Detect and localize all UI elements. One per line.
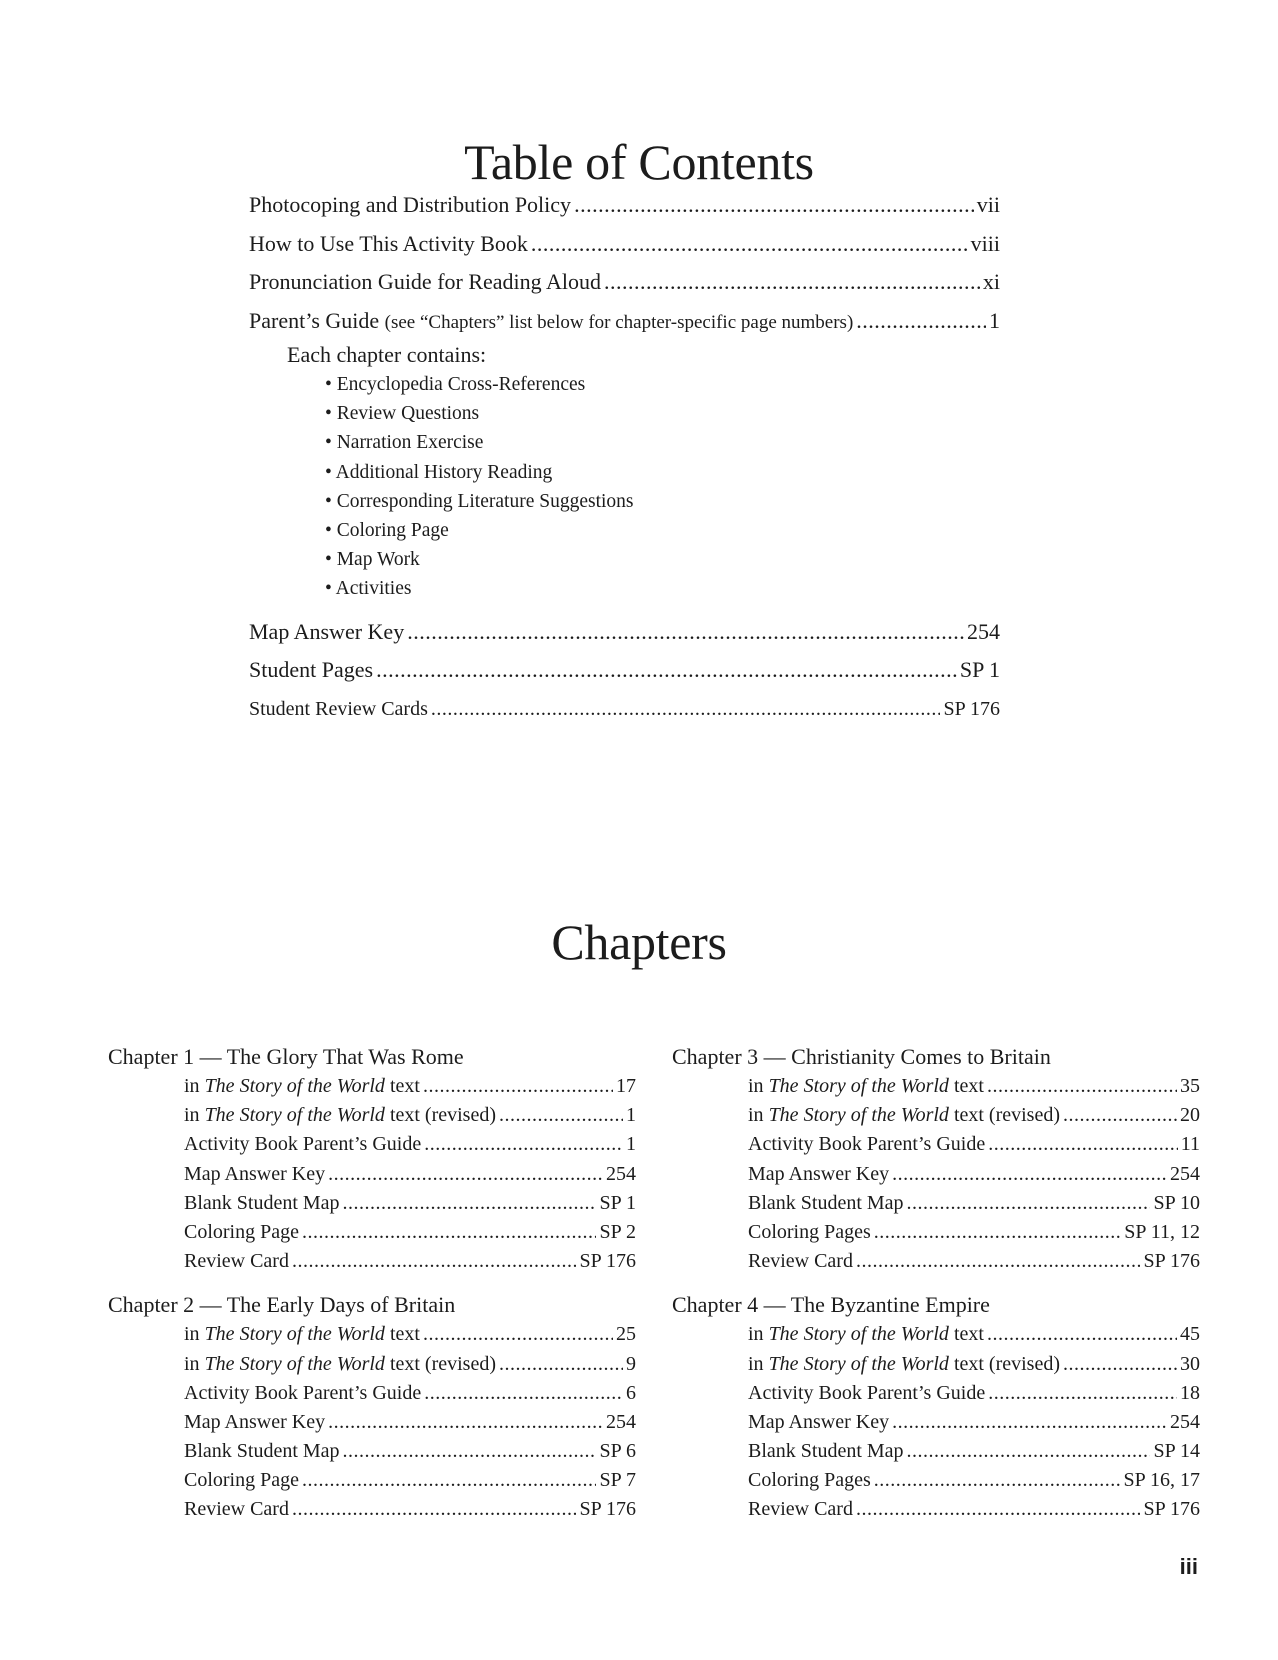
toc-entry-label: Photocoping and Distribution Policy xyxy=(249,192,572,217)
chapter-entry xyxy=(748,1247,1200,1276)
chapter-entry-page: 254 xyxy=(606,1410,636,1433)
list-item: • Coloring Page xyxy=(325,516,1000,545)
chapter-entry-page: 45 xyxy=(1180,1323,1200,1346)
chapter-entry-page: SP 176 xyxy=(579,1250,636,1273)
toc-entry-page: xi xyxy=(982,269,1000,294)
chapter-heading: Chapter 3 — Christianity Comes to Britain xyxy=(672,1044,1051,1069)
toc-entry xyxy=(249,690,1000,729)
chapter-entry-page: 1 xyxy=(626,1133,636,1156)
chapter-entry xyxy=(184,1350,636,1379)
dot-leader xyxy=(988,1379,1177,1408)
chapter-contents-list xyxy=(249,370,1000,604)
entry-prefix: in xyxy=(748,1104,764,1127)
chapter-entry-label: Map Answer Key xyxy=(748,1410,890,1433)
toc-entry xyxy=(249,651,1000,690)
chapter-entry-page: 9 xyxy=(626,1352,636,1375)
chapter-entry-label xyxy=(184,1350,496,1379)
dot-leader xyxy=(343,1437,597,1466)
parents-guide-note: (see “Chapters” list below for chapter-specific page numbers) xyxy=(384,311,854,333)
dot-leader xyxy=(302,1218,596,1247)
entry-suffix: text xyxy=(389,1323,420,1346)
chapter-entry-label xyxy=(748,1350,1060,1379)
book-title: The Story of the World xyxy=(204,1075,385,1097)
chapter-entries xyxy=(108,1320,636,1524)
chapter-entry-page: 1 xyxy=(626,1104,636,1127)
dot-leader xyxy=(856,1247,1141,1276)
chapter-entry-label xyxy=(748,1072,984,1101)
toc-entry-label xyxy=(249,302,853,342)
chapter-entry xyxy=(184,1160,636,1189)
toc-title: Table of Contents xyxy=(464,133,814,190)
chapter-entries xyxy=(672,1320,1200,1524)
entry-prefix: in xyxy=(748,1352,764,1375)
dot-leader xyxy=(423,1320,613,1349)
chapter-entry xyxy=(184,1466,636,1495)
toc-entry xyxy=(249,225,1000,264)
entry-prefix: in xyxy=(184,1075,200,1097)
chapters-column-right xyxy=(672,1042,1200,1539)
list-item: • Corresponding Literature Suggestions xyxy=(325,487,1000,516)
dot-leader xyxy=(499,1101,623,1130)
chapter-entry xyxy=(748,1408,1200,1437)
chapter-entry-label xyxy=(184,1101,496,1130)
entry-prefix: in xyxy=(748,1075,764,1097)
dot-leader xyxy=(874,1218,1121,1247)
toc-entry-label: Map Answer Key xyxy=(249,618,405,644)
chapters-title: Chapters xyxy=(551,913,727,970)
chapter-entry-page: 254 xyxy=(1170,1410,1200,1433)
chapter-entry xyxy=(184,1495,636,1524)
chapter-heading: Chapter 4 — The Byzantine Empire xyxy=(672,1292,990,1318)
chapter-entry-page: SP 176 xyxy=(579,1498,636,1521)
chapter-entry xyxy=(184,1218,636,1247)
dot-leader xyxy=(874,1466,1121,1495)
toc-entry-page: 254 xyxy=(967,618,1000,644)
entry-prefix: in xyxy=(748,1323,764,1346)
chapter-entry-label xyxy=(748,1320,984,1349)
dot-leader xyxy=(531,225,968,263)
entry-suffix: text xyxy=(953,1075,984,1097)
chapter-entry-label: Coloring Page xyxy=(184,1220,299,1243)
chapter-entry-page: 18 xyxy=(1180,1381,1200,1404)
book-title: The Story of the World xyxy=(204,1352,385,1375)
toc-entry-page: 1 xyxy=(989,307,1000,333)
chapter-entry-label: Blank Student Map xyxy=(748,1440,904,1463)
chapter-entry-page: SP 2 xyxy=(599,1220,636,1243)
chapter-entry-label: Coloring Page xyxy=(184,1469,299,1492)
dot-leader xyxy=(856,1495,1141,1524)
chapter-entry-label: Review Card xyxy=(184,1498,289,1521)
dot-leader xyxy=(424,1379,623,1408)
chapter-heading: Chapter 1 — The Glory That Was Rome xyxy=(108,1044,464,1069)
chapter-entry-label: Coloring Pages xyxy=(748,1469,871,1492)
chapter-entry-page: SP 1 xyxy=(599,1191,636,1214)
chapter-entry-page: 11 xyxy=(1180,1133,1200,1156)
chapter-entry-page: 35 xyxy=(1180,1075,1200,1097)
chapter-entry xyxy=(748,1437,1200,1466)
dot-leader xyxy=(907,1437,1151,1466)
chapter-entry-page: SP 10 xyxy=(1153,1191,1200,1214)
chapter-entry-label: Coloring Pages xyxy=(748,1220,871,1243)
book-title: The Story of the World xyxy=(204,1104,385,1127)
chapter-entry-page: SP 16, 17 xyxy=(1123,1469,1200,1492)
dot-leader xyxy=(328,1408,603,1437)
chapter-entry xyxy=(748,1495,1200,1524)
chapter-entry-label: Map Answer Key xyxy=(748,1162,890,1185)
dot-leader xyxy=(987,1320,1177,1349)
toc-list xyxy=(249,186,1000,728)
chapter-entry xyxy=(748,1320,1200,1349)
toc-entry xyxy=(249,613,1000,652)
chapter-entry-label: Blank Student Map xyxy=(184,1440,340,1463)
chapter-entry-page: 30 xyxy=(1180,1352,1200,1375)
dot-leader xyxy=(988,1130,1178,1159)
chapter-entry-page: SP 7 xyxy=(599,1469,636,1492)
chapter-entry-page: 6 xyxy=(626,1381,636,1404)
toc-entry-label: Student Review Cards xyxy=(249,697,428,720)
chapter-entry xyxy=(748,1218,1200,1247)
book-title: The Story of the World xyxy=(768,1352,949,1375)
list-item: • Map Work xyxy=(325,545,1000,574)
chapter-entry xyxy=(184,1437,636,1466)
book-title: The Story of the World xyxy=(768,1104,949,1127)
chapter-entry-page: SP 176 xyxy=(1143,1250,1200,1273)
dot-leader xyxy=(907,1189,1151,1218)
dot-leader xyxy=(424,1130,623,1159)
chapter-entry-label: Review Card xyxy=(748,1498,853,1521)
chapter-entry xyxy=(748,1160,1200,1189)
chapter-entry-page: 20 xyxy=(1180,1104,1200,1127)
chapter-entry-page: 254 xyxy=(606,1162,636,1185)
chapter-entry xyxy=(184,1189,636,1218)
entry-suffix: text (revised) xyxy=(389,1352,497,1375)
dot-leader xyxy=(302,1466,596,1495)
chapter-entries xyxy=(108,1072,636,1276)
chapter-entry-label xyxy=(184,1320,420,1349)
entry-suffix: text (revised) xyxy=(953,1352,1061,1375)
entry-suffix: text xyxy=(953,1323,984,1346)
chapter-entry-label: Map Answer Key xyxy=(184,1410,326,1433)
book-title: The Story of the World xyxy=(204,1323,385,1346)
chapter-entry-label: Review Card xyxy=(184,1250,289,1273)
chapter-entry xyxy=(184,1247,636,1276)
entry-suffix: text xyxy=(389,1075,420,1097)
dot-leader xyxy=(1063,1101,1177,1130)
chapter-entry xyxy=(184,1072,636,1101)
chapter-entry-label: Activity Book Parent’s Guide xyxy=(748,1133,986,1156)
chapter-entry xyxy=(748,1101,1200,1130)
toc-entry-page: SP 1 xyxy=(959,657,1000,682)
dot-leader xyxy=(292,1247,577,1276)
dot-leader xyxy=(376,651,957,689)
dot-leader xyxy=(892,1160,1167,1189)
chapter-entry-label: Blank Student Map xyxy=(748,1191,904,1214)
chapter-entry xyxy=(748,1466,1200,1495)
toc-entry xyxy=(249,263,1000,302)
chapter-entry xyxy=(748,1130,1200,1159)
toc-entry-parents-guide xyxy=(249,302,1000,341)
chapter-entry xyxy=(748,1189,1200,1218)
toc-entry-label: How to Use This Activity Book xyxy=(249,230,528,256)
list-item: • Additional History Reading xyxy=(325,458,1000,487)
entry-prefix: in xyxy=(184,1323,200,1346)
chapter-entry-label xyxy=(184,1072,420,1101)
chapter-entry-page: 254 xyxy=(1170,1162,1200,1185)
chapter-entry-label: Activity Book Parent’s Guide xyxy=(184,1381,422,1404)
toc-entry-page: vii xyxy=(976,192,1000,217)
dot-leader xyxy=(574,186,974,224)
entry-suffix: text (revised) xyxy=(389,1104,497,1127)
chapter-entry-label: Blank Student Map xyxy=(184,1191,340,1214)
list-item: • Encyclopedia Cross-References xyxy=(325,370,1000,399)
chapter-entry-page: SP 176 xyxy=(1143,1498,1200,1521)
toc-entry-page: SP 176 xyxy=(943,697,1000,720)
dot-leader xyxy=(604,263,980,301)
dot-leader xyxy=(1063,1350,1177,1379)
dot-leader xyxy=(856,302,986,340)
chapter-entry-page: SP 6 xyxy=(599,1440,636,1463)
chapter-entry-page: SP 14 xyxy=(1153,1440,1200,1463)
toc-entry xyxy=(249,186,1000,225)
chapter-entry xyxy=(748,1379,1200,1408)
dot-leader xyxy=(328,1160,603,1189)
toc-entry-page: viii xyxy=(970,230,1000,256)
chapters-column-left xyxy=(108,1042,636,1539)
chapter-entry-page: 25 xyxy=(616,1323,636,1346)
chapter-entry-label: Review Card xyxy=(748,1250,853,1273)
entry-suffix: text (revised) xyxy=(953,1104,1061,1127)
list-item: • Activities xyxy=(325,574,1000,603)
chapter-entry-label: Activity Book Parent’s Guide xyxy=(184,1133,422,1156)
dot-leader xyxy=(431,690,941,728)
dot-leader xyxy=(407,613,964,651)
chapter-entry xyxy=(184,1130,636,1159)
book-title: The Story of the World xyxy=(768,1075,949,1097)
dot-leader xyxy=(423,1072,613,1101)
chapter-entry xyxy=(748,1072,1200,1101)
chapter-entry xyxy=(184,1408,636,1437)
dot-leader xyxy=(499,1350,623,1379)
dot-leader xyxy=(343,1189,597,1218)
chapter-entry-label: Map Answer Key xyxy=(184,1162,326,1185)
entry-prefix: in xyxy=(184,1104,200,1127)
list-item: • Review Questions xyxy=(325,399,1000,428)
chapter-entry-page: SP 11, 12 xyxy=(1124,1220,1200,1243)
chapter-entry-label xyxy=(748,1101,1060,1130)
chapter-heading: Chapter 2 — The Early Days of Britain xyxy=(108,1292,456,1318)
book-title: The Story of the World xyxy=(768,1323,949,1346)
dot-leader xyxy=(892,1408,1167,1437)
dot-leader xyxy=(987,1072,1177,1101)
chapter-entry xyxy=(184,1101,636,1130)
page-number: iii xyxy=(1179,1554,1198,1579)
list-item: • Narration Exercise xyxy=(325,428,1000,457)
entry-prefix: in xyxy=(184,1352,200,1375)
chapter-contains-label: Each chapter contains: xyxy=(287,342,487,367)
chapter-entry xyxy=(748,1350,1200,1379)
chapter-entry-label: Activity Book Parent’s Guide xyxy=(748,1381,986,1404)
toc-entry-label: Pronunciation Guide for Reading Aloud xyxy=(249,269,601,294)
chapter-entry xyxy=(184,1379,636,1408)
chapter-entries xyxy=(672,1072,1200,1276)
chapter-entry xyxy=(184,1320,636,1349)
dot-leader xyxy=(292,1495,577,1524)
toc-entry-label: Student Pages xyxy=(249,657,374,682)
chapter-entry-page: 17 xyxy=(616,1075,636,1097)
parents-guide-label: Parent’s Guide xyxy=(249,307,380,333)
